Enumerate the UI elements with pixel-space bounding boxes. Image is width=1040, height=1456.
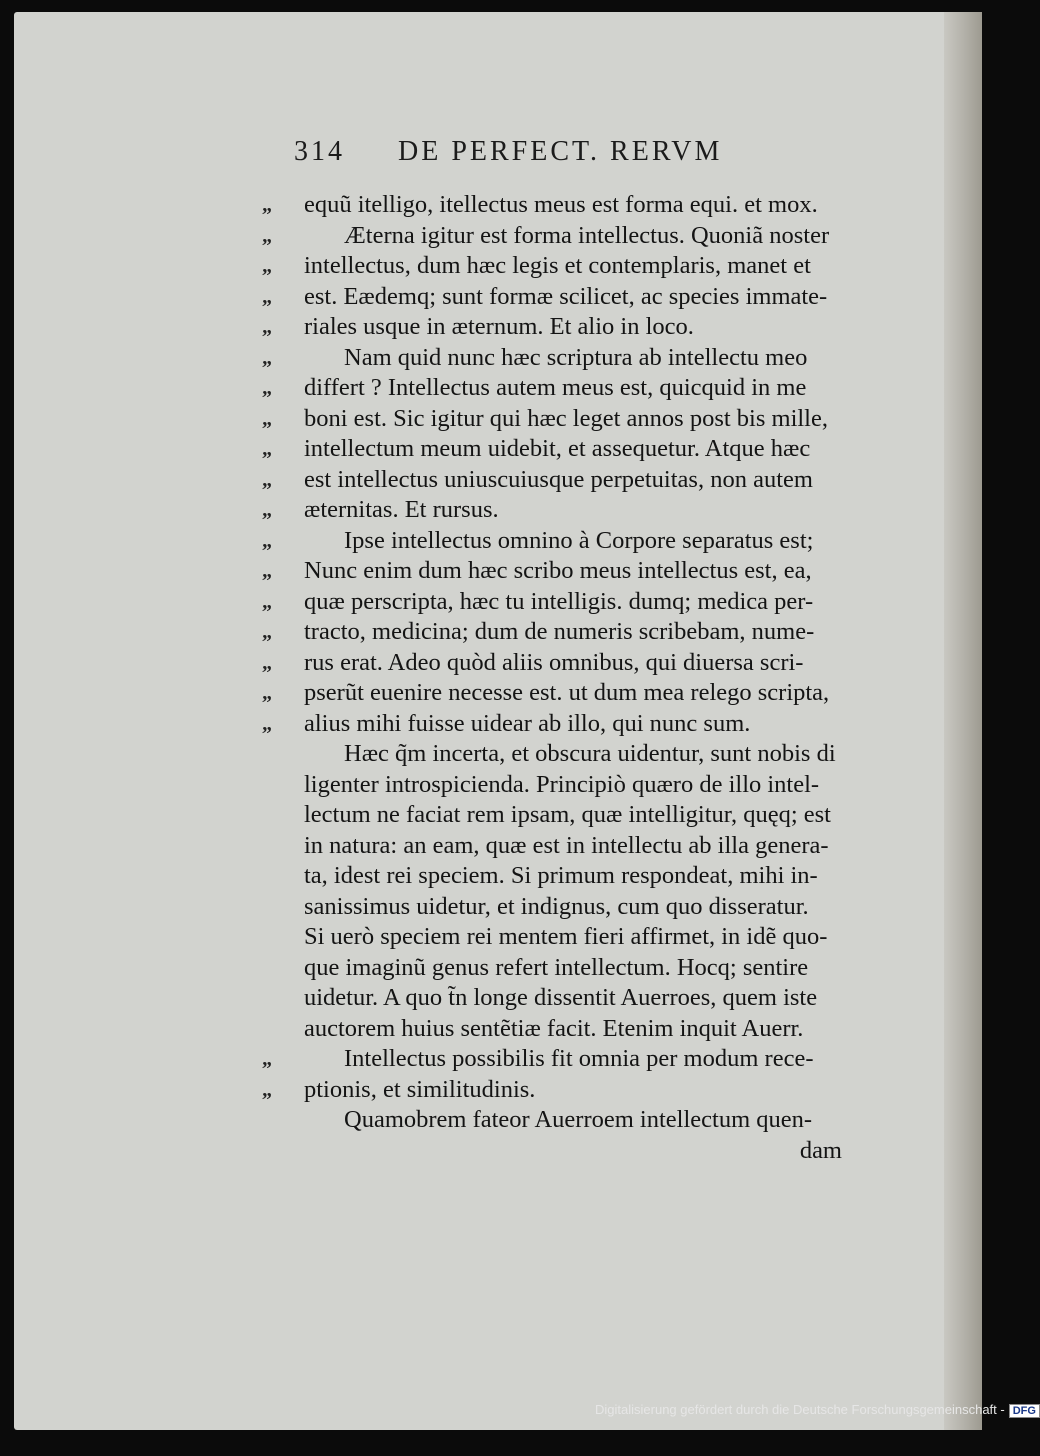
quotation-mark: „ (262, 316, 272, 338)
running-title: DE PERFECT. RERVM (398, 136, 723, 167)
line-text: uidetur. A quo t̃n longe dissentit Auerroes, quem iste (304, 984, 818, 1011)
dfg-logo: DFG (1009, 1404, 1040, 1418)
text-line (14, 251, 982, 282)
quotation-mark: „ (262, 346, 272, 369)
text-line (14, 892, 982, 923)
quotation-mark: „ (262, 499, 272, 521)
quotation-mark: „ (262, 468, 272, 491)
quotation-mark: „ (262, 285, 272, 308)
line-text: alius mihi fuisse uidear ab illo, qui nunc sum. (304, 709, 751, 737)
quotation-mark: „ (262, 224, 272, 247)
quotation-mark: „ (262, 529, 272, 552)
line-text: differt ? Intellectus autem meus est, quicquid in me (304, 374, 807, 401)
line-text: Æterna igitur est forma intellectus. Quoniã noster (344, 221, 830, 249)
text-line (14, 282, 982, 313)
text-line (14, 526, 982, 557)
text-line (14, 1014, 982, 1045)
credit-text: Digitalisierung gefördert durch die Deutsche Forschungsgemeinschaft - (595, 1402, 1005, 1417)
text-line (14, 831, 982, 862)
text-line (14, 373, 982, 404)
quotation-mark: „ (262, 651, 272, 674)
text-line (14, 556, 982, 587)
line-text: Ipse intellectus omnino à Corpore separatus est; (344, 526, 814, 554)
text-line (14, 1136, 982, 1167)
quotation-mark: „ (262, 1048, 272, 1070)
text-line (14, 312, 982, 343)
text-line (14, 221, 982, 252)
line-text: in natura: an eam, quæ est in intellectu ab illa genera- (304, 831, 829, 859)
text-line (14, 1075, 982, 1106)
line-text: ligenter introspicienda. Principiò quæro de illo intel- (304, 770, 820, 798)
line-text: Intellectus possibilis fit omnia per modum rece- (344, 1045, 814, 1072)
quotation-mark: „ (262, 194, 272, 216)
line-text: equũ itelligo, itellectus meus est forma equi. et mox. (304, 191, 818, 218)
text-line (14, 678, 982, 709)
line-text: ptionis, et similitudinis. (304, 1075, 536, 1103)
quotation-mark: „ (262, 255, 272, 277)
line-text: pserũt euenire necesse est. ut dum mea relego scripta, (304, 679, 830, 706)
line-text: est. Eædemq; sunt formæ scilicet, ac species immate- (304, 282, 828, 310)
text-line (14, 770, 982, 801)
text-line (14, 587, 982, 618)
page-number: 314 (294, 136, 345, 167)
text-line (14, 343, 982, 374)
text-line (14, 648, 982, 679)
line-text: Quamobrem fateor Auerroem intellectum quen- (344, 1106, 813, 1133)
text-line (14, 190, 982, 221)
text-line (14, 953, 982, 984)
text-line (14, 709, 982, 740)
line-text: lectum ne faciat rem ipsam, quæ intelligitur, quęq; est (304, 801, 831, 828)
quotation-mark: „ (262, 590, 272, 613)
text-line (14, 1044, 982, 1075)
quotation-mark: „ (262, 438, 272, 460)
line-text: riales usque in æternum. Et alio in loco. (304, 313, 694, 340)
text-line (14, 983, 982, 1014)
text-line (14, 800, 982, 831)
quotation-mark: „ (262, 407, 272, 430)
quotation-mark: „ (262, 682, 272, 704)
text-line (14, 495, 982, 526)
quotation-mark: „ (262, 621, 272, 643)
line-text: dam (799, 1136, 842, 1164)
quotation-mark: „ (262, 712, 272, 735)
text-line (14, 739, 982, 770)
page-header (294, 136, 814, 168)
page-text (14, 190, 982, 1166)
quotation-mark: „ (262, 560, 272, 582)
line-text: æternitas. Et rursus. (304, 496, 499, 523)
line-text: que imaginũ genus refert intellectum. Hocq; sentire (304, 953, 809, 981)
line-text: intellectum meum uidebit, et assequetur. Atque hæc (304, 435, 811, 462)
line-text: tracto, medicina; dum de numeris scribebam, nume- (304, 618, 815, 645)
line-text: Nunc enim dum hæc scribo meus intellectus est, ea, (304, 557, 812, 584)
text-line (14, 404, 982, 435)
text-line (14, 861, 982, 892)
text-line (14, 922, 982, 953)
line-text: sanissimus uidetur, et indignus, cum quo disseratur. (304, 892, 809, 920)
line-text: Nam quid nunc hæc scriptura ab intellectu meo (344, 343, 808, 371)
text-line (14, 1105, 982, 1136)
text-line (14, 434, 982, 465)
text-line (14, 617, 982, 648)
line-text: Si uerò speciem rei mentem fieri affirmet, in idẽ quo- (304, 923, 828, 950)
text-line (14, 465, 982, 496)
line-text: rus erat. Adeo quòd aliis omnibus, qui diuersa scri- (304, 648, 804, 676)
line-text: auctorem huius sentẽtiæ facit. Etenim inquit Auerr. (304, 1014, 804, 1042)
line-text: intellectus, dum hæc legis et contemplaris, manet et (304, 252, 811, 279)
quotation-mark: „ (262, 1078, 272, 1101)
line-text: Hæc q̃m incerta, et obscura uidentur, sunt nobis di (344, 740, 836, 767)
line-text: quæ perscripta, hæc tu intelligis. dumq; medica per- (304, 587, 814, 615)
quotation-mark: „ (262, 377, 272, 399)
line-text: boni est. Sic igitur qui hæc leget annos post bis mille, (304, 404, 828, 432)
book-page (14, 12, 982, 1430)
line-text: est intellectus uniuscuiusque perpetuitas, non autem (304, 465, 813, 493)
line-text: ta, idest rei speciem. Si primum respondeat, mihi in- (304, 862, 818, 889)
digitization-credit (595, 1402, 1040, 1418)
